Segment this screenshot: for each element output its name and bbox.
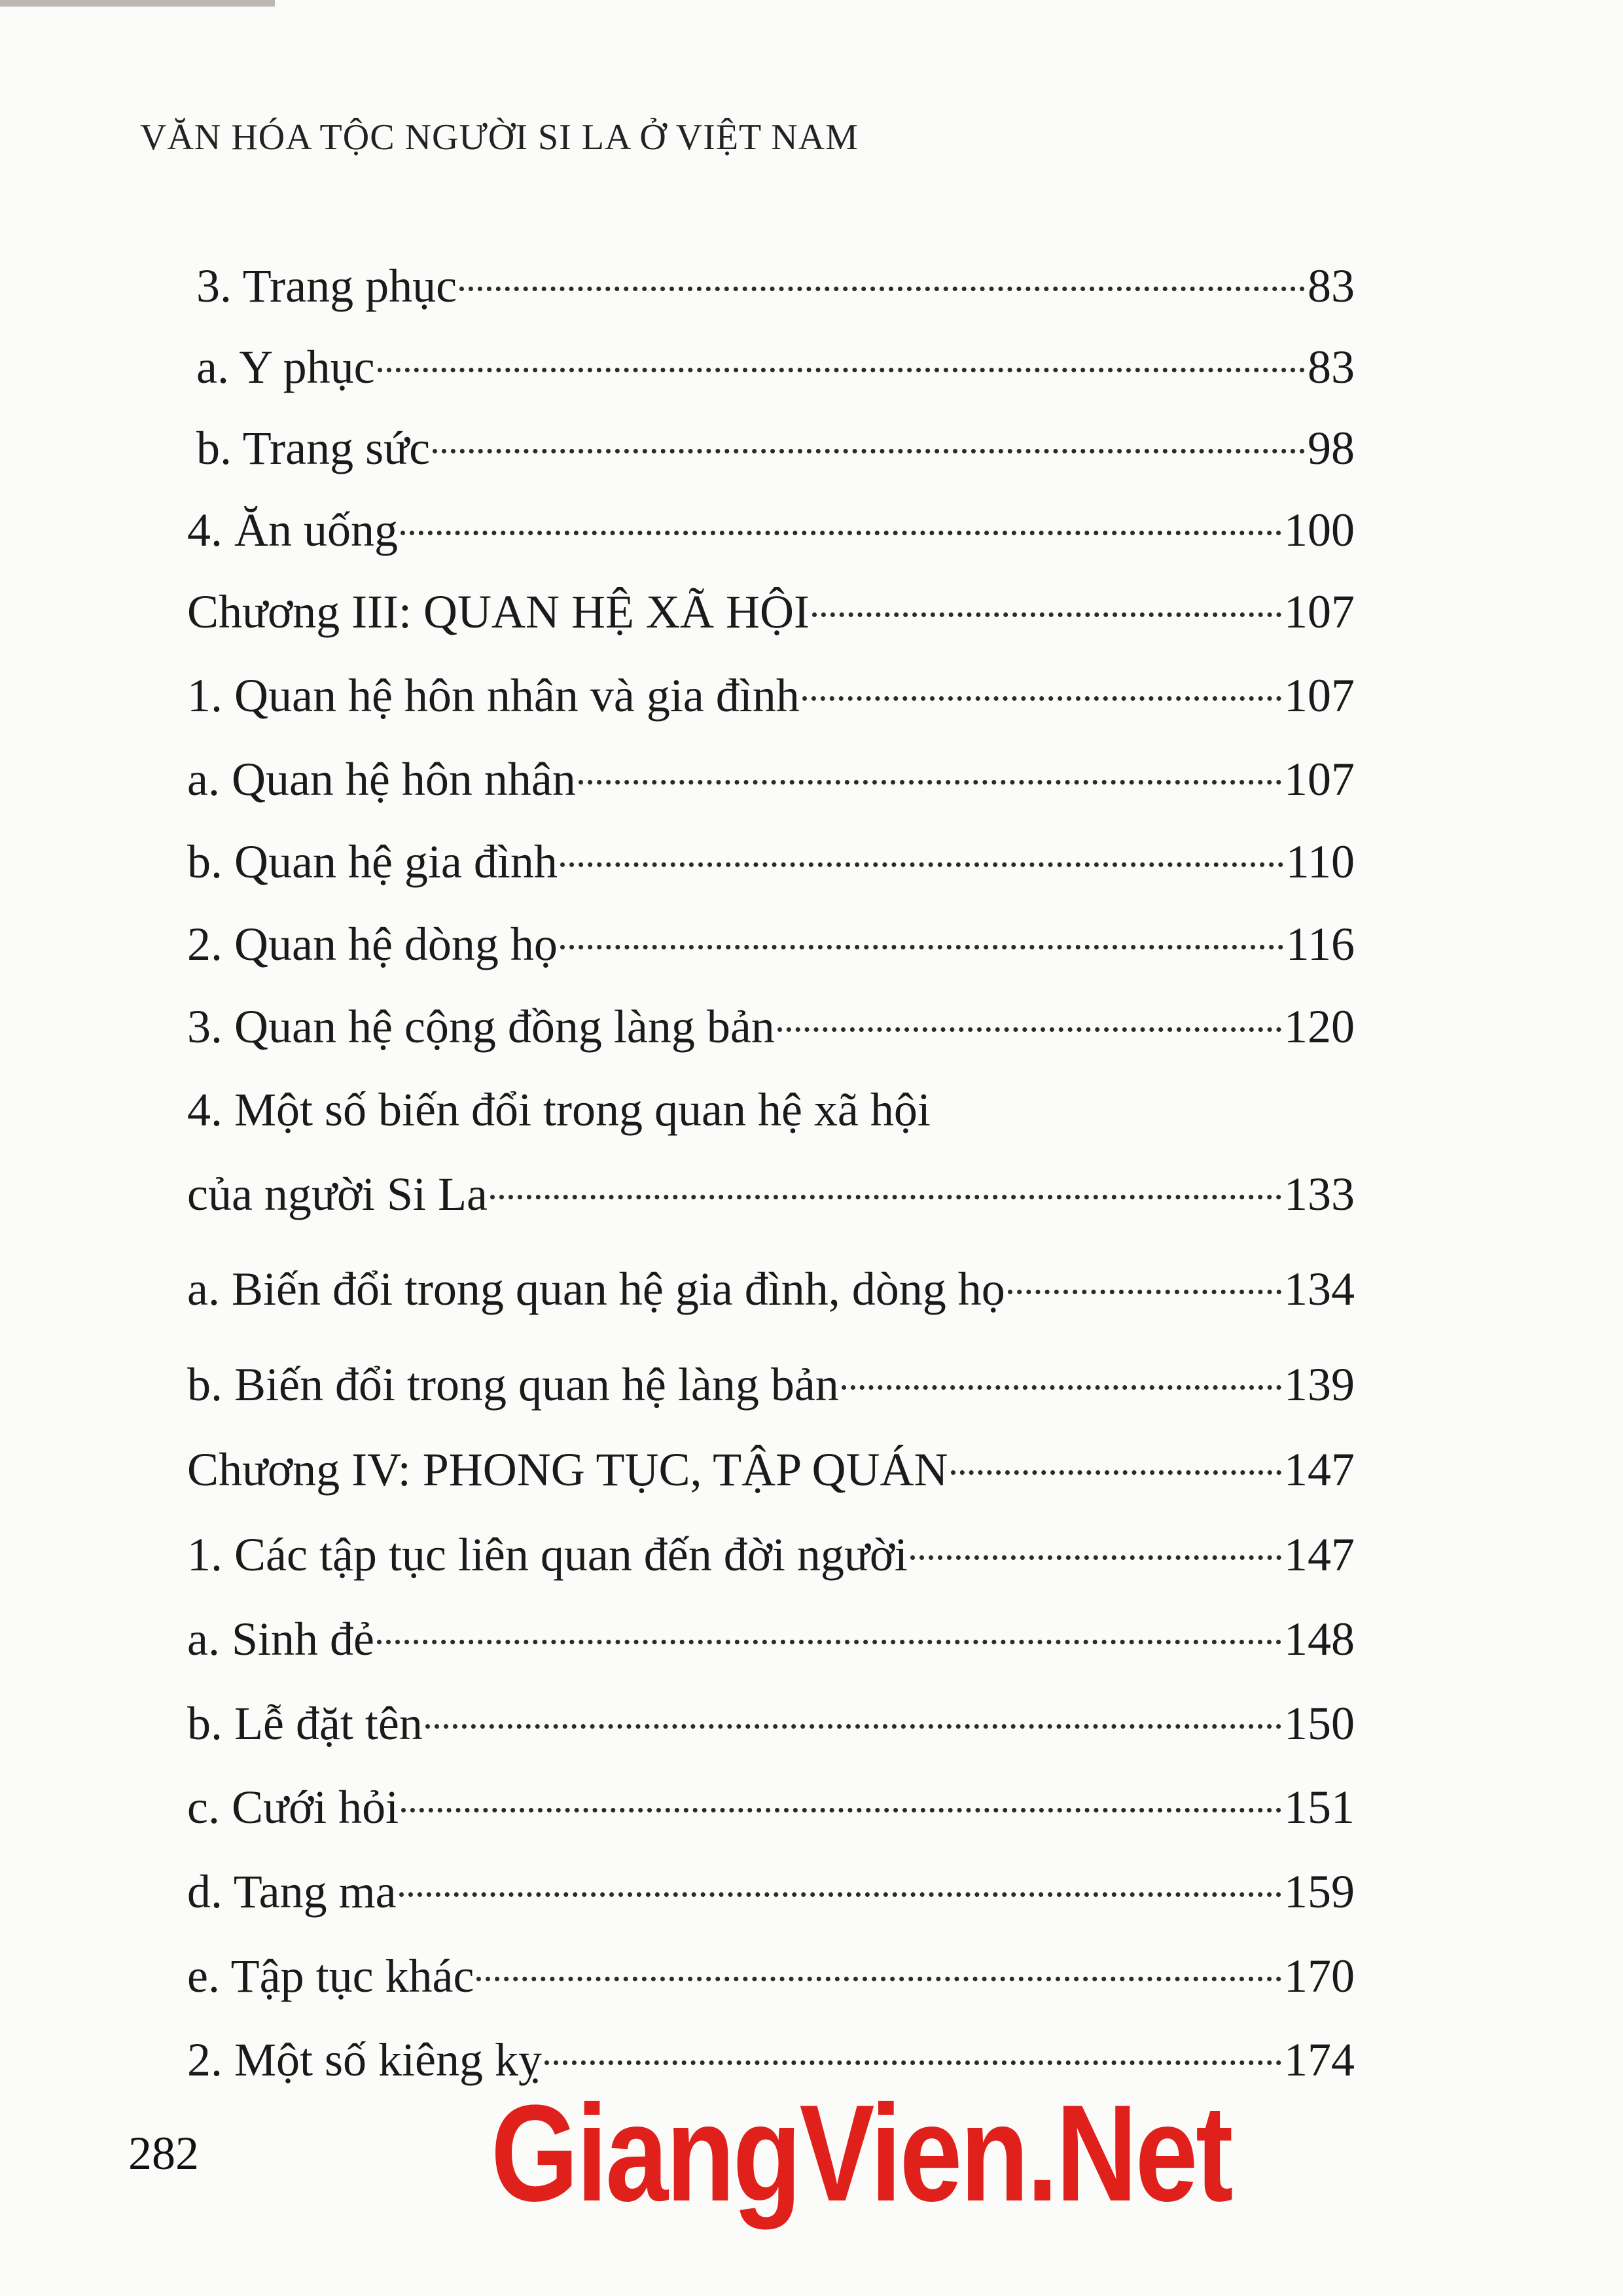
toc-entry-title: 1. Các tập tục liên quan đến đời người bbox=[187, 1528, 908, 1581]
toc-entry-page: 151 bbox=[1284, 1781, 1355, 1833]
toc-entry-title: 1. Quan hệ hôn nhân và gia đình bbox=[187, 669, 800, 722]
toc-entry-page: 98 bbox=[1308, 422, 1355, 474]
toc-entry-page: 139 bbox=[1284, 1358, 1355, 1411]
toc-entry-title: 3. Quan hệ cộng đồng làng bản bbox=[187, 1000, 775, 1053]
toc-entry-page: 150 bbox=[1284, 1697, 1355, 1750]
toc-entry-title: 2. Quan hệ dòng họ bbox=[187, 918, 558, 970]
toc-dot-leader bbox=[378, 368, 1305, 372]
toc-entry bbox=[187, 666, 1355, 725]
toc-entry-page: 170 bbox=[1284, 1950, 1355, 2002]
watermark-logo: GiangVien.Net bbox=[491, 2076, 1232, 2230]
toc-dot-leader bbox=[802, 696, 1281, 701]
toc-entry-title: a. Quan hệ hôn nhân bbox=[187, 753, 576, 805]
toc-entry-title: 2. Một số kiêng kỵ bbox=[187, 2034, 543, 2086]
toc-dot-leader bbox=[476, 1977, 1281, 1981]
toc-entry bbox=[187, 915, 1355, 974]
toc-dot-leader bbox=[777, 1027, 1281, 1032]
toc-entry-page: 100 bbox=[1284, 504, 1355, 556]
toc-entry bbox=[187, 997, 1355, 1056]
toc-entry-page: 120 bbox=[1284, 1000, 1355, 1053]
toc-dot-leader bbox=[560, 945, 1283, 949]
toc-dot-leader bbox=[910, 1555, 1281, 1560]
toc-entry-page: 148 bbox=[1284, 1613, 1355, 1665]
toc-entry-title: 4. Một số biến đổi trong quan hệ xã hội bbox=[187, 1084, 931, 1136]
toc-dot-leader bbox=[842, 1385, 1281, 1390]
toc-dot-leader bbox=[812, 612, 1281, 617]
toc-dot-leader bbox=[579, 780, 1281, 785]
toc-dot-leader bbox=[1008, 1290, 1281, 1294]
toc-entry-title: 4. Ăn uống bbox=[187, 504, 398, 556]
toc-entry-title: của người Si La bbox=[187, 1168, 488, 1220]
toc-entry bbox=[187, 1862, 1355, 1921]
toc-entry bbox=[187, 1694, 1355, 1753]
toc-dot-leader bbox=[399, 1892, 1281, 1897]
toc-entry-page: 147 bbox=[1284, 1443, 1355, 1496]
toc-entry-page: 107 bbox=[1284, 669, 1355, 722]
toc-entry bbox=[187, 501, 1355, 559]
toc-entry-page: 133 bbox=[1284, 1168, 1355, 1220]
toc-dot-leader bbox=[425, 1724, 1281, 1729]
toc-entry-title: d. Tang ma bbox=[187, 1865, 397, 1918]
toc-dot-leader bbox=[401, 531, 1281, 535]
toc-entry-page: 147 bbox=[1284, 1528, 1355, 1581]
toc-dot-leader bbox=[490, 1195, 1281, 1199]
toc-entry-page: 174 bbox=[1284, 2034, 1355, 2086]
toc-entry bbox=[196, 338, 1355, 397]
toc-entry bbox=[196, 419, 1355, 478]
toc-entry-title: Chương IV: PHONG TỤC, TẬP QUÁN bbox=[187, 1443, 948, 1496]
toc-entry-title: e. Tập tục khác bbox=[187, 1950, 474, 2002]
toc-entry bbox=[187, 832, 1355, 891]
toc-entry bbox=[187, 1355, 1355, 1414]
toc-entry-title: c. Cưới hỏi bbox=[187, 1781, 399, 1833]
toc-dot-leader bbox=[401, 1808, 1281, 1812]
toc-entry-page: 107 bbox=[1284, 586, 1355, 638]
toc-entry bbox=[187, 750, 1355, 809]
running-header: VĂN HÓA TỘC NGƯỜI SI LA Ở VIỆT NAM bbox=[140, 117, 859, 158]
toc-entry-title: b. Biến đổi trong quan hệ làng bản bbox=[187, 1358, 839, 1411]
toc-entry-title: a. Y phục bbox=[196, 341, 375, 393]
toc-entry-page: 159 bbox=[1284, 1865, 1355, 1918]
toc-entry-title: 3. Trang phục bbox=[196, 260, 457, 312]
toc-entry-page: 107 bbox=[1284, 753, 1355, 805]
toc-entry bbox=[187, 1778, 1355, 1837]
toc-entry-title: b. Lễ đặt tên bbox=[187, 1697, 423, 1750]
toc-entry-page: 134 bbox=[1284, 1263, 1355, 1315]
toc-entry-page: 116 bbox=[1285, 918, 1355, 970]
toc-dot-leader bbox=[544, 2060, 1281, 2065]
toc-entry-title: a. Biến đổi trong quan hệ gia đình, dòng họ bbox=[187, 1263, 1005, 1315]
toc-entry bbox=[187, 1165, 1355, 1224]
toc-entry bbox=[187, 1947, 1355, 2005]
toc-entry-page: 83 bbox=[1308, 260, 1355, 312]
toc-entry bbox=[187, 582, 1355, 641]
toc-entry bbox=[187, 1525, 1355, 1584]
toc-dot-leader bbox=[459, 287, 1305, 291]
toc-entry bbox=[187, 1610, 1355, 1669]
toc-entry-title: b. Trang sức bbox=[196, 422, 431, 474]
toc-entry bbox=[196, 256, 1355, 315]
toc-dot-leader bbox=[951, 1470, 1281, 1475]
toc-entry-title: b. Quan hệ gia đình bbox=[187, 836, 558, 888]
toc-entry-page: 110 bbox=[1285, 836, 1355, 888]
toc-dot-leader bbox=[433, 449, 1305, 453]
toc-dot-leader bbox=[377, 1640, 1281, 1644]
toc-entry bbox=[187, 1080, 931, 1139]
page-number: 282 bbox=[128, 2127, 199, 2180]
toc-entry bbox=[187, 1260, 1355, 1318]
toc-entry bbox=[187, 1440, 1355, 1499]
toc-entry-title: Chương III: QUAN HỆ XÃ HỘI bbox=[187, 586, 810, 638]
toc-entry-title: a. Sinh đẻ bbox=[187, 1613, 374, 1665]
toc-entry-page: 83 bbox=[1308, 341, 1355, 393]
toc-dot-leader bbox=[560, 862, 1283, 867]
